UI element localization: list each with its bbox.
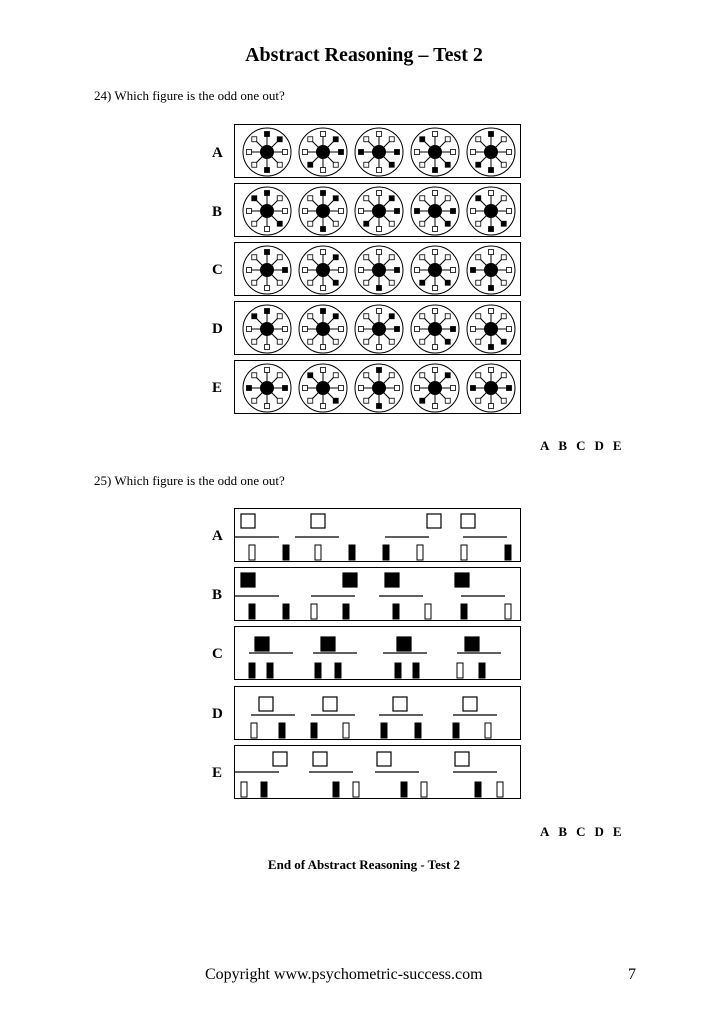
q24-wheel-figure <box>299 364 347 412</box>
q24-wheel-figure <box>299 187 347 235</box>
q24-wheel-figure <box>243 305 291 353</box>
q24-wheel-figure <box>299 128 347 176</box>
q24-wheel-figure <box>243 187 291 235</box>
q25-square-bar-figure <box>235 752 287 797</box>
q24-row-label-d: D <box>212 321 223 337</box>
copyright-text: Copyright www.psychometric-success.com <box>205 966 483 983</box>
q24-wheel-figure <box>355 364 403 412</box>
q25-square-bar-figure <box>235 514 289 560</box>
q25-square-bar-figure <box>375 752 427 797</box>
q24-row-label-b: B <box>212 204 223 220</box>
q24-wheel-figure <box>355 128 403 176</box>
q24-row-label-a: A <box>212 145 223 161</box>
q24-figure-row-e <box>234 360 521 414</box>
q24-answer-b[interactable]: B <box>558 438 568 453</box>
page-number: 7 <box>628 966 636 983</box>
q25-figure-row-c <box>234 626 521 680</box>
q25-square-bar-figure <box>453 697 497 738</box>
q24-wheel-figure <box>243 128 291 176</box>
q25-answer-a[interactable]: A <box>540 824 550 839</box>
q24-figure-row-b <box>234 183 521 237</box>
q25-answer-c[interactable]: C <box>576 824 586 839</box>
question-25-prompt: 25) Which figure is the odd one out? <box>94 473 285 488</box>
q25-square-bar-figure <box>455 573 511 619</box>
q25-answer-e[interactable]: E <box>612 824 622 839</box>
q24-answer-e[interactable]: E <box>612 438 622 453</box>
q25-answer-d[interactable]: D <box>594 824 604 839</box>
q24-row-label-e: E <box>212 380 223 396</box>
q25-square-bar-figure <box>453 752 503 797</box>
q24-figure-row-a <box>234 124 521 178</box>
q25-row-label-e: E <box>212 765 223 781</box>
q24-row-label-c: C <box>212 262 223 278</box>
page-title: Abstract Reasoning – Test 2 <box>245 44 483 66</box>
q25-square-bar-figure <box>383 637 427 678</box>
q25-square-bar-figure <box>379 573 431 619</box>
q25-answer-b[interactable]: B <box>558 824 568 839</box>
q25-figure-row-d <box>234 686 521 740</box>
q25-square-bar-figure <box>311 697 355 738</box>
q24-answer-c[interactable]: C <box>576 438 586 453</box>
q24-wheel-figure <box>411 187 459 235</box>
q24-answer-options <box>540 438 631 454</box>
q24-wheel-figure <box>467 128 515 176</box>
q24-figure-row-d <box>234 301 521 355</box>
q25-figure-row-a <box>234 508 521 562</box>
q24-wheel-figure <box>355 246 403 294</box>
q25-square-bar-figure <box>461 514 511 560</box>
q24-answer-a[interactable]: A <box>540 438 550 453</box>
q24-wheel-figure <box>467 364 515 412</box>
q24-wheel-figure <box>355 187 403 235</box>
q25-square-bar-figure <box>309 752 359 797</box>
q24-wheel-figure <box>411 364 459 412</box>
q25-figure-row-e <box>234 745 521 799</box>
end-of-test-text: End of Abstract Reasoning - Test 2 <box>267 857 461 872</box>
q25-square-bar-figure <box>251 697 295 738</box>
q24-wheel-figure <box>467 187 515 235</box>
q25-square-bar-figure <box>311 573 357 619</box>
q24-wheel-figure <box>355 305 403 353</box>
q24-wheel-figure <box>243 246 291 294</box>
question-24-prompt: 24) Which figure is the odd one out? <box>94 88 285 103</box>
q25-square-bar-figure <box>457 637 501 678</box>
q25-row-label-d: D <box>212 706 223 722</box>
q25-figure-row-b <box>234 567 521 621</box>
q25-row-label-c: C <box>212 646 223 662</box>
q24-wheel-figure <box>411 246 459 294</box>
q25-square-bar-figure <box>295 514 355 560</box>
q24-wheel-figure <box>467 305 515 353</box>
q25-answer-options <box>540 824 631 840</box>
q24-wheel-figure <box>243 364 291 412</box>
q25-row-label-a: A <box>212 528 223 544</box>
q25-row-label-b: B <box>212 587 223 603</box>
q24-wheel-figure <box>299 246 347 294</box>
q25-square-bar-figure <box>249 637 293 678</box>
q24-wheel-figure <box>467 246 515 294</box>
q24-figure-row-c <box>234 242 521 296</box>
q25-square-bar-figure <box>235 573 289 619</box>
q25-square-bar-figure <box>313 637 357 678</box>
q25-square-bar-figure <box>383 514 441 560</box>
q24-wheel-figure <box>411 128 459 176</box>
q24-wheel-figure <box>411 305 459 353</box>
q25-square-bar-figure <box>379 697 423 738</box>
q24-wheel-figure <box>299 305 347 353</box>
q24-answer-d[interactable]: D <box>594 438 604 453</box>
